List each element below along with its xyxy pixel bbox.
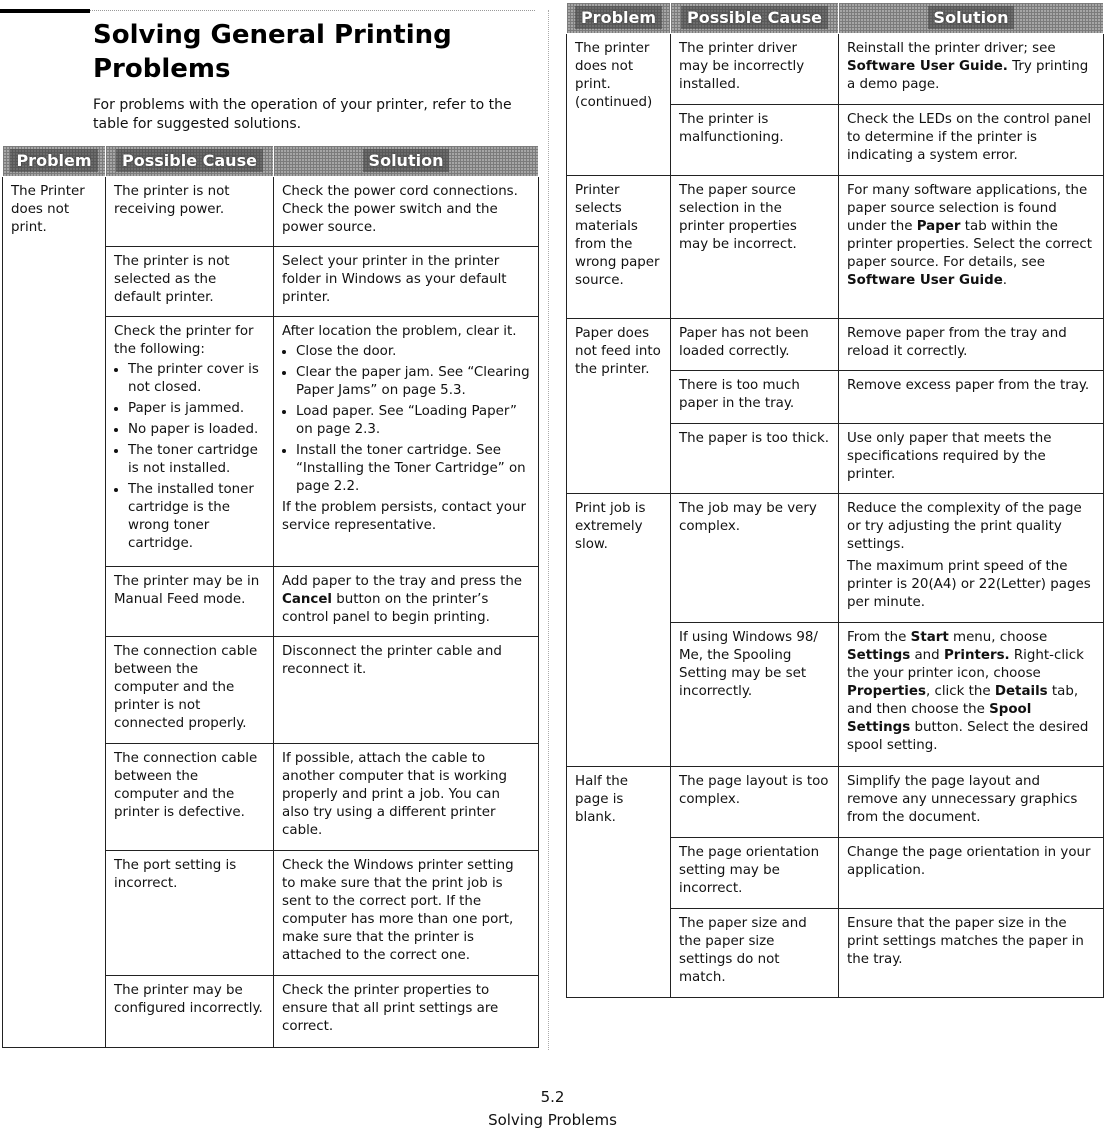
cause-cell: The paper source selection in the printer properties may be incorrect. — [671, 176, 839, 319]
page-title-line1: Solving General Printing — [93, 20, 452, 50]
solution-intro: After location the problem, clear it. — [282, 324, 517, 339]
cause-intro: Check the printer for the following: — [114, 324, 254, 357]
cause-cell: The page orientation setting may be incorrect. — [671, 838, 839, 909]
list-item: • Clear the paper jam. See “Clearing Paper Jams” on page 5.3. — [296, 364, 530, 400]
table-row — [567, 767, 1104, 838]
cause-cell: The connection cable between the computer and the printer is defective. — [106, 744, 274, 851]
solution-list — [282, 343, 530, 496]
intro-text: For problems with the operation of your printer, refer to the table for suggested solutions. — [93, 97, 512, 132]
problem-cell: Printer selects materials from the wrong paper source. — [567, 176, 671, 319]
problem-cell: Print job is extremely slow. — [567, 494, 671, 767]
header-cause: Possible Cause — [671, 3, 839, 34]
solution-cell: If possible, attach the cable to another computer that is working properly and print a job. You can also try using a different printer cable. — [274, 744, 539, 851]
list-item: • Install the toner cartridge. See “Installing the Toner Cartridge” on page 2.2. — [296, 442, 530, 496]
column-divider — [548, 10, 549, 1050]
solution-outro: If the problem persists, contact your service representative. — [282, 500, 526, 533]
footer-section-title: Solving Problems — [488, 1111, 617, 1129]
solution-cell: Check the Windows printer setting to make sure that the print job is sent to the correct port. If the computer has more than one port, make sure that the printer is attached to the correct one. — [274, 851, 539, 976]
page-number: 5.2 — [540, 1088, 565, 1106]
solution-cell — [274, 317, 539, 567]
solution-cell: From the Start menu, choose Settings and Printers. Right-click the your printer icon, choose Properties, click the Details tab, and then choose the Spool Settings button. Select the desired spool setting. — [839, 623, 1104, 767]
cause-cell — [106, 317, 274, 567]
table-row — [567, 319, 1104, 371]
header-solution: Solution — [839, 3, 1104, 34]
cause-cell: The printer is not receiving power. — [106, 177, 274, 247]
header-problem: Problem — [567, 3, 671, 34]
solution-cell: Reinstall the printer driver; see Software User Guide. Try printing a demo page. — [839, 34, 1104, 105]
list-item: • Load paper. See “Loading Paper” on page 2.3. — [296, 403, 530, 439]
solution-cell: Add paper to the tray and press the Cancel button on the printer’s control panel to begin printing. — [274, 567, 539, 637]
list-item: • The installed toner cartridge is the wrong toner cartridge. — [128, 481, 265, 553]
cause-cell: The paper is too thick. — [671, 424, 839, 494]
list-item: • Close the door. — [296, 343, 530, 361]
table-row — [567, 494, 1104, 623]
cause-cell: The paper size and the paper size settings do not match. — [671, 909, 839, 998]
left-troubleshooting-table — [2, 145, 539, 1048]
cause-cell: The connection cable between the computer and the printer is not connected properly. — [106, 637, 274, 744]
solution-cell: Check the printer properties to ensure that all print settings are correct. — [274, 976, 539, 1048]
solution-cell: Ensure that the paper size in the print settings matches the paper in the tray. — [839, 909, 1104, 998]
page-title — [93, 18, 523, 86]
solution-paragraph: Reduce the complexity of the page or try adjusting the print quality settings. — [847, 501, 1082, 552]
header-problem: Problem — [3, 146, 106, 177]
solution-cell: Disconnect the printer cable and reconnect it. — [274, 637, 539, 744]
cause-cell: The printer is malfunctioning. — [671, 105, 839, 176]
cause-cell: The page layout is too complex. — [671, 767, 839, 838]
solution-cell: Change the page orientation in your application. — [839, 838, 1104, 909]
solution-cell: Remove paper from the tray and reload it correctly. — [839, 319, 1104, 371]
cause-cell: The printer driver may be incorrectly installed. — [671, 34, 839, 105]
problem-cell: The Printer does not print. — [3, 177, 106, 1048]
header-solution: Solution — [274, 146, 539, 177]
table-row — [567, 176, 1104, 319]
table-row — [567, 34, 1104, 105]
solution-cell: Check the power cord connections. Check the power switch and the power source. — [274, 177, 539, 247]
problem-cell: The printer does not print. (continued) — [567, 34, 671, 176]
cause-cell: If using Windows 98/ Me, the Spooling Setting may be set incorrectly. — [671, 623, 839, 767]
page-title-line2: Problems — [93, 54, 231, 84]
cause-cell: The job may be very complex. — [671, 494, 839, 623]
cause-cell: The printer may be in Manual Feed mode. — [106, 567, 274, 637]
cause-cell: The printer may be configured incorrectly. — [106, 976, 274, 1048]
list-item: • The printer cover is not closed. — [128, 361, 265, 397]
solution-cell: Check the LEDs on the control panel to determine if the printer is indicating a system error. — [839, 105, 1104, 176]
solution-paragraph: The maximum print speed of the printer is 20(A4) or 22(Letter) pages per minute. — [847, 559, 1091, 610]
problem-cell: Paper does not feed into the printer. — [567, 319, 671, 494]
header-dotted-line — [90, 10, 535, 11]
solution-cell: Use only paper that meets the specifications required by the printer. — [839, 424, 1104, 494]
cause-cell: The port setting is incorrect. — [106, 851, 274, 976]
cancel-button-ref: Cancel — [282, 592, 333, 607]
cause-cell: Paper has not been loaded correctly. — [671, 319, 839, 371]
table-header-row — [3, 146, 539, 177]
solution-cell: For many software applications, the paper source selection is found under the Paper tab within the printer properties. Select the correct paper source. For details, see Software User Guide. — [839, 176, 1104, 319]
cause-list — [114, 361, 265, 553]
table-header-row — [567, 3, 1104, 34]
list-item: • No paper is loaded. — [128, 421, 265, 439]
solution-cell: Select your printer in the printer folder in Windows as your default printer. — [274, 247, 539, 317]
list-item: • Paper is jammed. — [128, 400, 265, 418]
solution-cell: Remove excess paper from the tray. — [839, 371, 1104, 424]
right-troubleshooting-table — [566, 2, 1104, 998]
header-rule — [0, 9, 90, 13]
table-row — [3, 177, 539, 247]
cause-cell: The printer is not selected as the default printer. — [106, 247, 274, 317]
header-cause: Possible Cause — [106, 146, 274, 177]
problem-cell: Half the page is blank. — [567, 767, 671, 998]
solution-cell: Simplify the page layout and remove any unnecessary graphics from the document. — [839, 767, 1104, 838]
cause-cell: There is too much paper in the tray. — [671, 371, 839, 424]
solution-cell — [839, 494, 1104, 623]
list-item: • The toner cartridge is not installed. — [128, 442, 265, 478]
